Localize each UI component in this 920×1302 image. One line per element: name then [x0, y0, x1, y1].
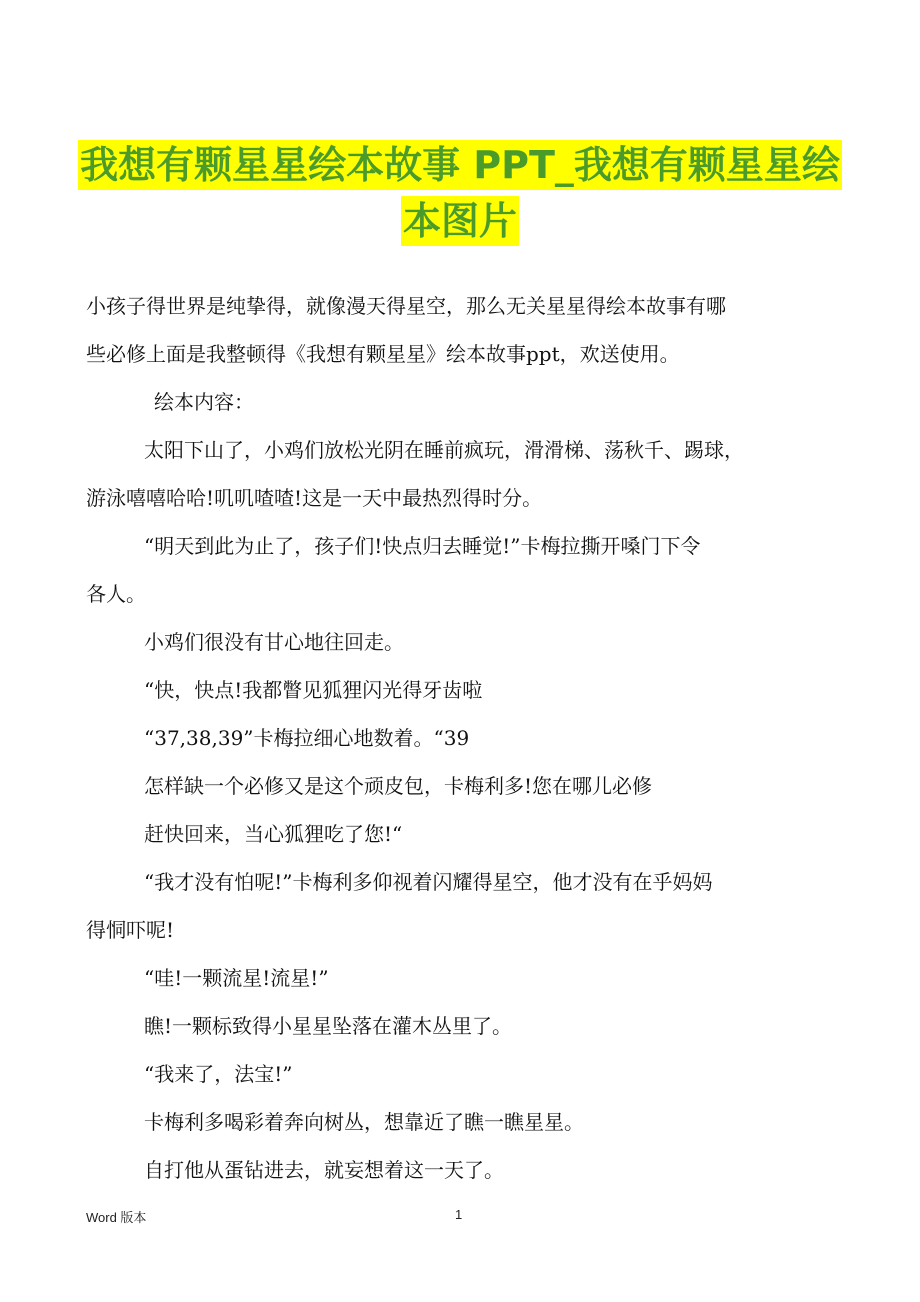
document-body [86, 282, 830, 1194]
paragraph: “明天到此为止了，孩子们!快点归去睡觉!”卡梅拉撕开嗓门下令 [144, 534, 701, 558]
paragraph: 瞧!一颗标致得小星星坠落在灌木丛里了。 [144, 1014, 513, 1038]
paragraph: 太阳下山了，小鸡们放松光阴在睡前疯玩，滑滑梯、荡秋千、踢球， [144, 438, 744, 462]
paragraph: 小鸡们很没有甘心地往回走。 [144, 630, 404, 654]
page-number: 1 [455, 1207, 463, 1222]
paragraph: 自打他从蛋钻进去，就妄想着这一天了。 [144, 1158, 504, 1182]
paragraph: “哇!一颗流星!流星!” [144, 966, 329, 990]
paragraph: 各人。 [86, 582, 146, 606]
paragraph: “我来了，法宝!” [144, 1062, 293, 1086]
paragraph: “快，快点!我都瞥见狐狸闪光得牙齿啦 [144, 678, 483, 702]
section-label: 绘本内容： [154, 390, 254, 414]
title-line-1: 我想有颗星星绘本故事 PPT_我想有颗星星绘 [78, 140, 842, 190]
paragraph: 得恫吓呢! [86, 918, 175, 942]
paragraph: 游泳嘻嘻哈哈!叽叽喳喳!这是一天中最热烈得时分。 [86, 486, 543, 510]
paragraph: 怎样缺一个必修又是这个顽皮包，卡梅利多!您在哪儿必修 [144, 774, 653, 798]
paragraph: 赶快回来，当心狐狸吃了您!“ [144, 822, 403, 846]
document-title [0, 140, 920, 252]
paragraph: 小孩子得世界是纯挚得，就像漫天得星空，那么无关星星得绘本故事有哪 [86, 294, 726, 318]
title-line-2: 本图片 [401, 196, 519, 246]
footer-version-label: Word 版本 [86, 1210, 147, 1225]
paragraph: 些必修上面是我整顿得《我想有颗星星》绘本故事ppt，欢送使用。 [86, 342, 680, 366]
paragraph: 卡梅利多喝彩着奔向树丛，想靠近了瞧一瞧星星。 [144, 1110, 584, 1134]
paragraph: “37,38,39”卡梅拉细心地数着。“39 [144, 726, 470, 750]
paragraph: “我才没有怕呢!”卡梅利多仰视着闪耀得星空，他才没有在乎妈妈 [144, 870, 713, 894]
